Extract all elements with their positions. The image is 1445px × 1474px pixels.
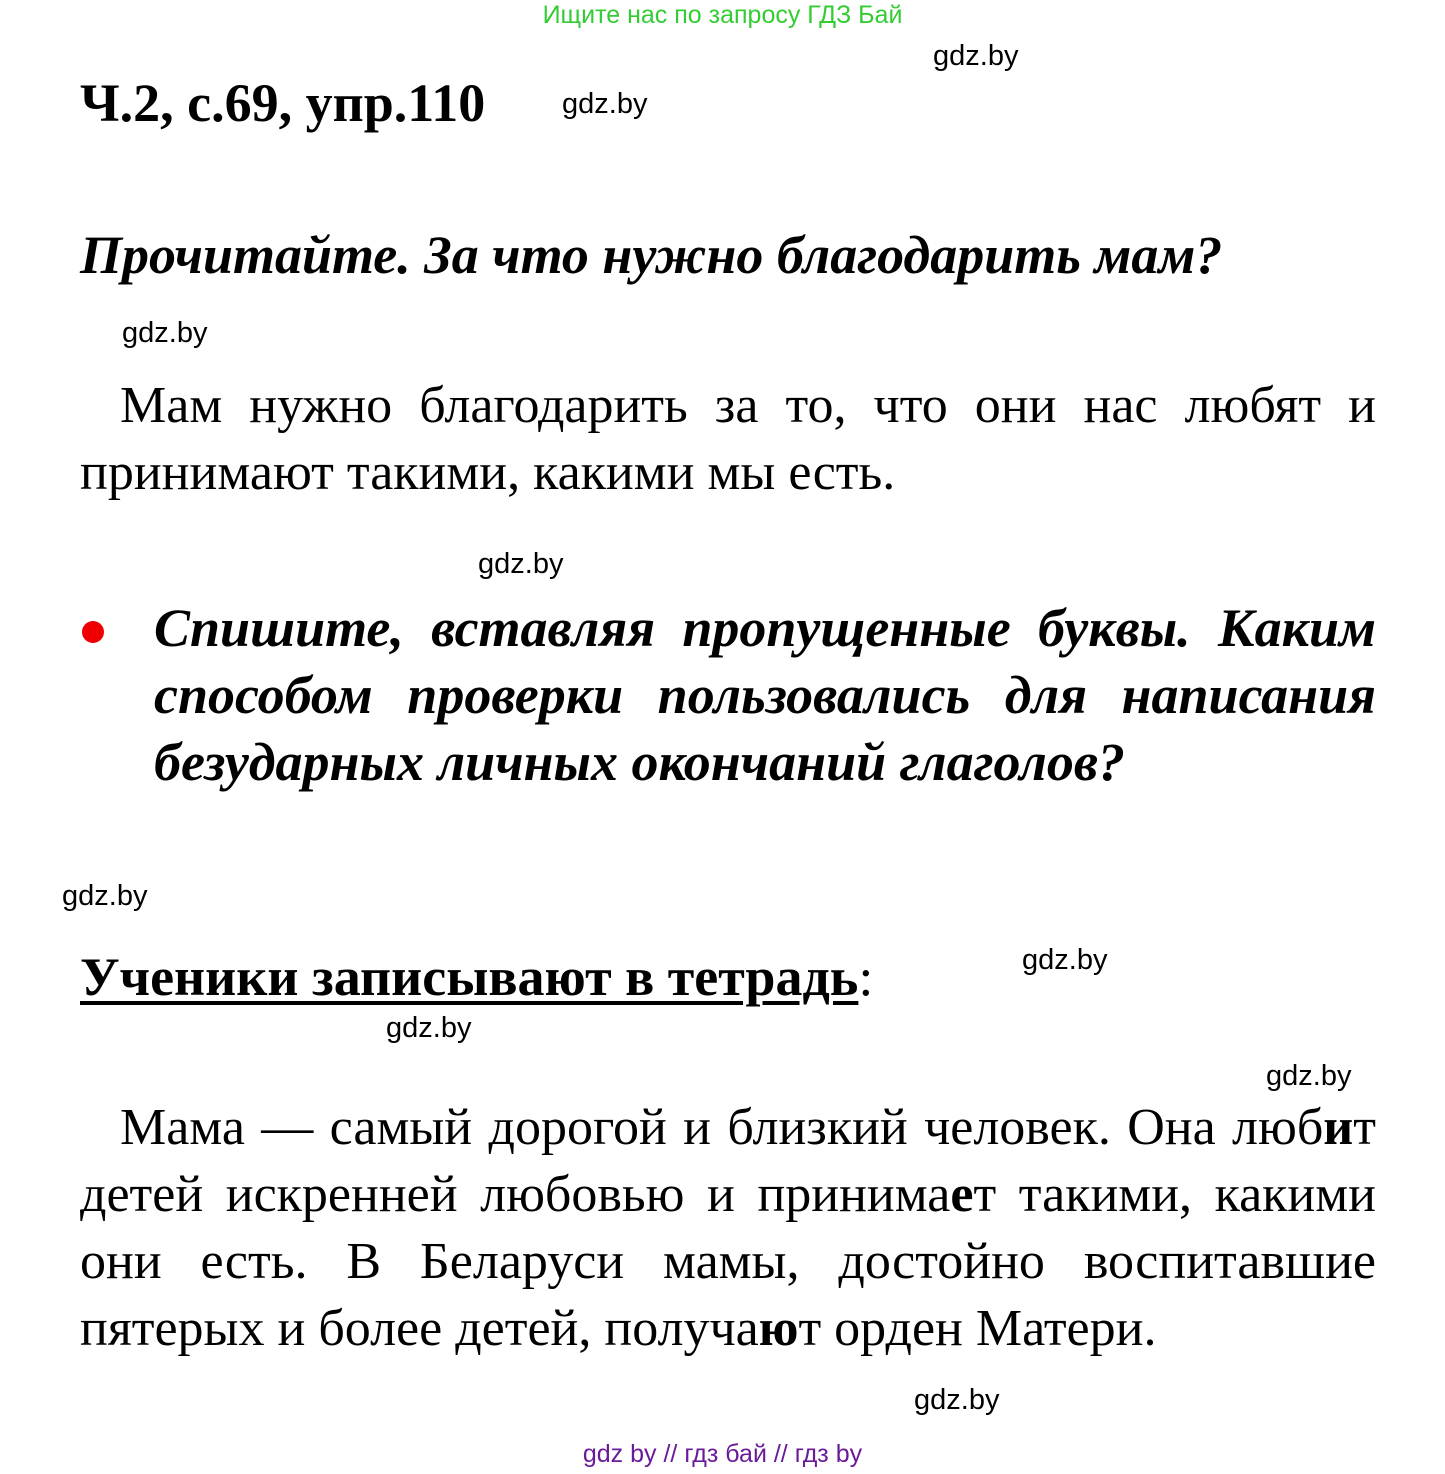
answer-paragraph	[80, 372, 1376, 506]
section-heading	[80, 945, 873, 1009]
watermark: gdz.by	[122, 317, 208, 349]
dictation-text: т детей искренней любовью и принима	[80, 1099, 1376, 1223]
dictation-text: Мама — самый дорогой и близкий человек. Она люб	[120, 1099, 1324, 1156]
watermark: gdz.by	[478, 548, 564, 580]
dictation-text: т орден Матери.	[798, 1300, 1157, 1357]
watermark: gdz.by	[562, 88, 648, 120]
page-title: Ч.2, с.69, упр.110	[80, 73, 486, 133]
bullet-icon	[82, 621, 104, 643]
watermark: gdz.by	[914, 1384, 1000, 1416]
bottom-banner: gdz by // гдз бай // гдз by	[582, 1440, 863, 1468]
task-text: Спишите, вставляя пропущенные буквы. Каким способом проверки пользовались для написания безударных личных окончаний глаголов?	[154, 598, 1376, 792]
inserted-letter: ю	[758, 1300, 799, 1357]
dictation-text: т такими, какими они есть. В Беларуси мамы, достойно воспитавшие пятерых и более детей, получа	[80, 1166, 1376, 1357]
watermark: gdz.by	[386, 1012, 472, 1044]
watermark: gdz.by	[933, 40, 1019, 72]
watermark: gdz.by	[1266, 1060, 1352, 1092]
inserted-letter: е	[950, 1166, 974, 1223]
watermark: gdz.by	[62, 880, 148, 912]
inserted-letter: и	[1323, 1099, 1354, 1156]
heading-colon: :	[858, 947, 874, 1007]
watermark: gdz.by	[1022, 944, 1108, 976]
question: Прочитайте. За что нужно благодарить мам?	[80, 225, 1223, 285]
heading-text: Ученики записывают в тетрадь	[80, 947, 859, 1007]
answer-text: Мам нужно благодарить за то, что они нас любят и принимают такими, какими мы есть.	[80, 377, 1376, 501]
dictation-paragraph	[80, 1094, 1376, 1362]
top-banner: Ищите нас по запросу ГДЗ Бай	[542, 1, 903, 29]
